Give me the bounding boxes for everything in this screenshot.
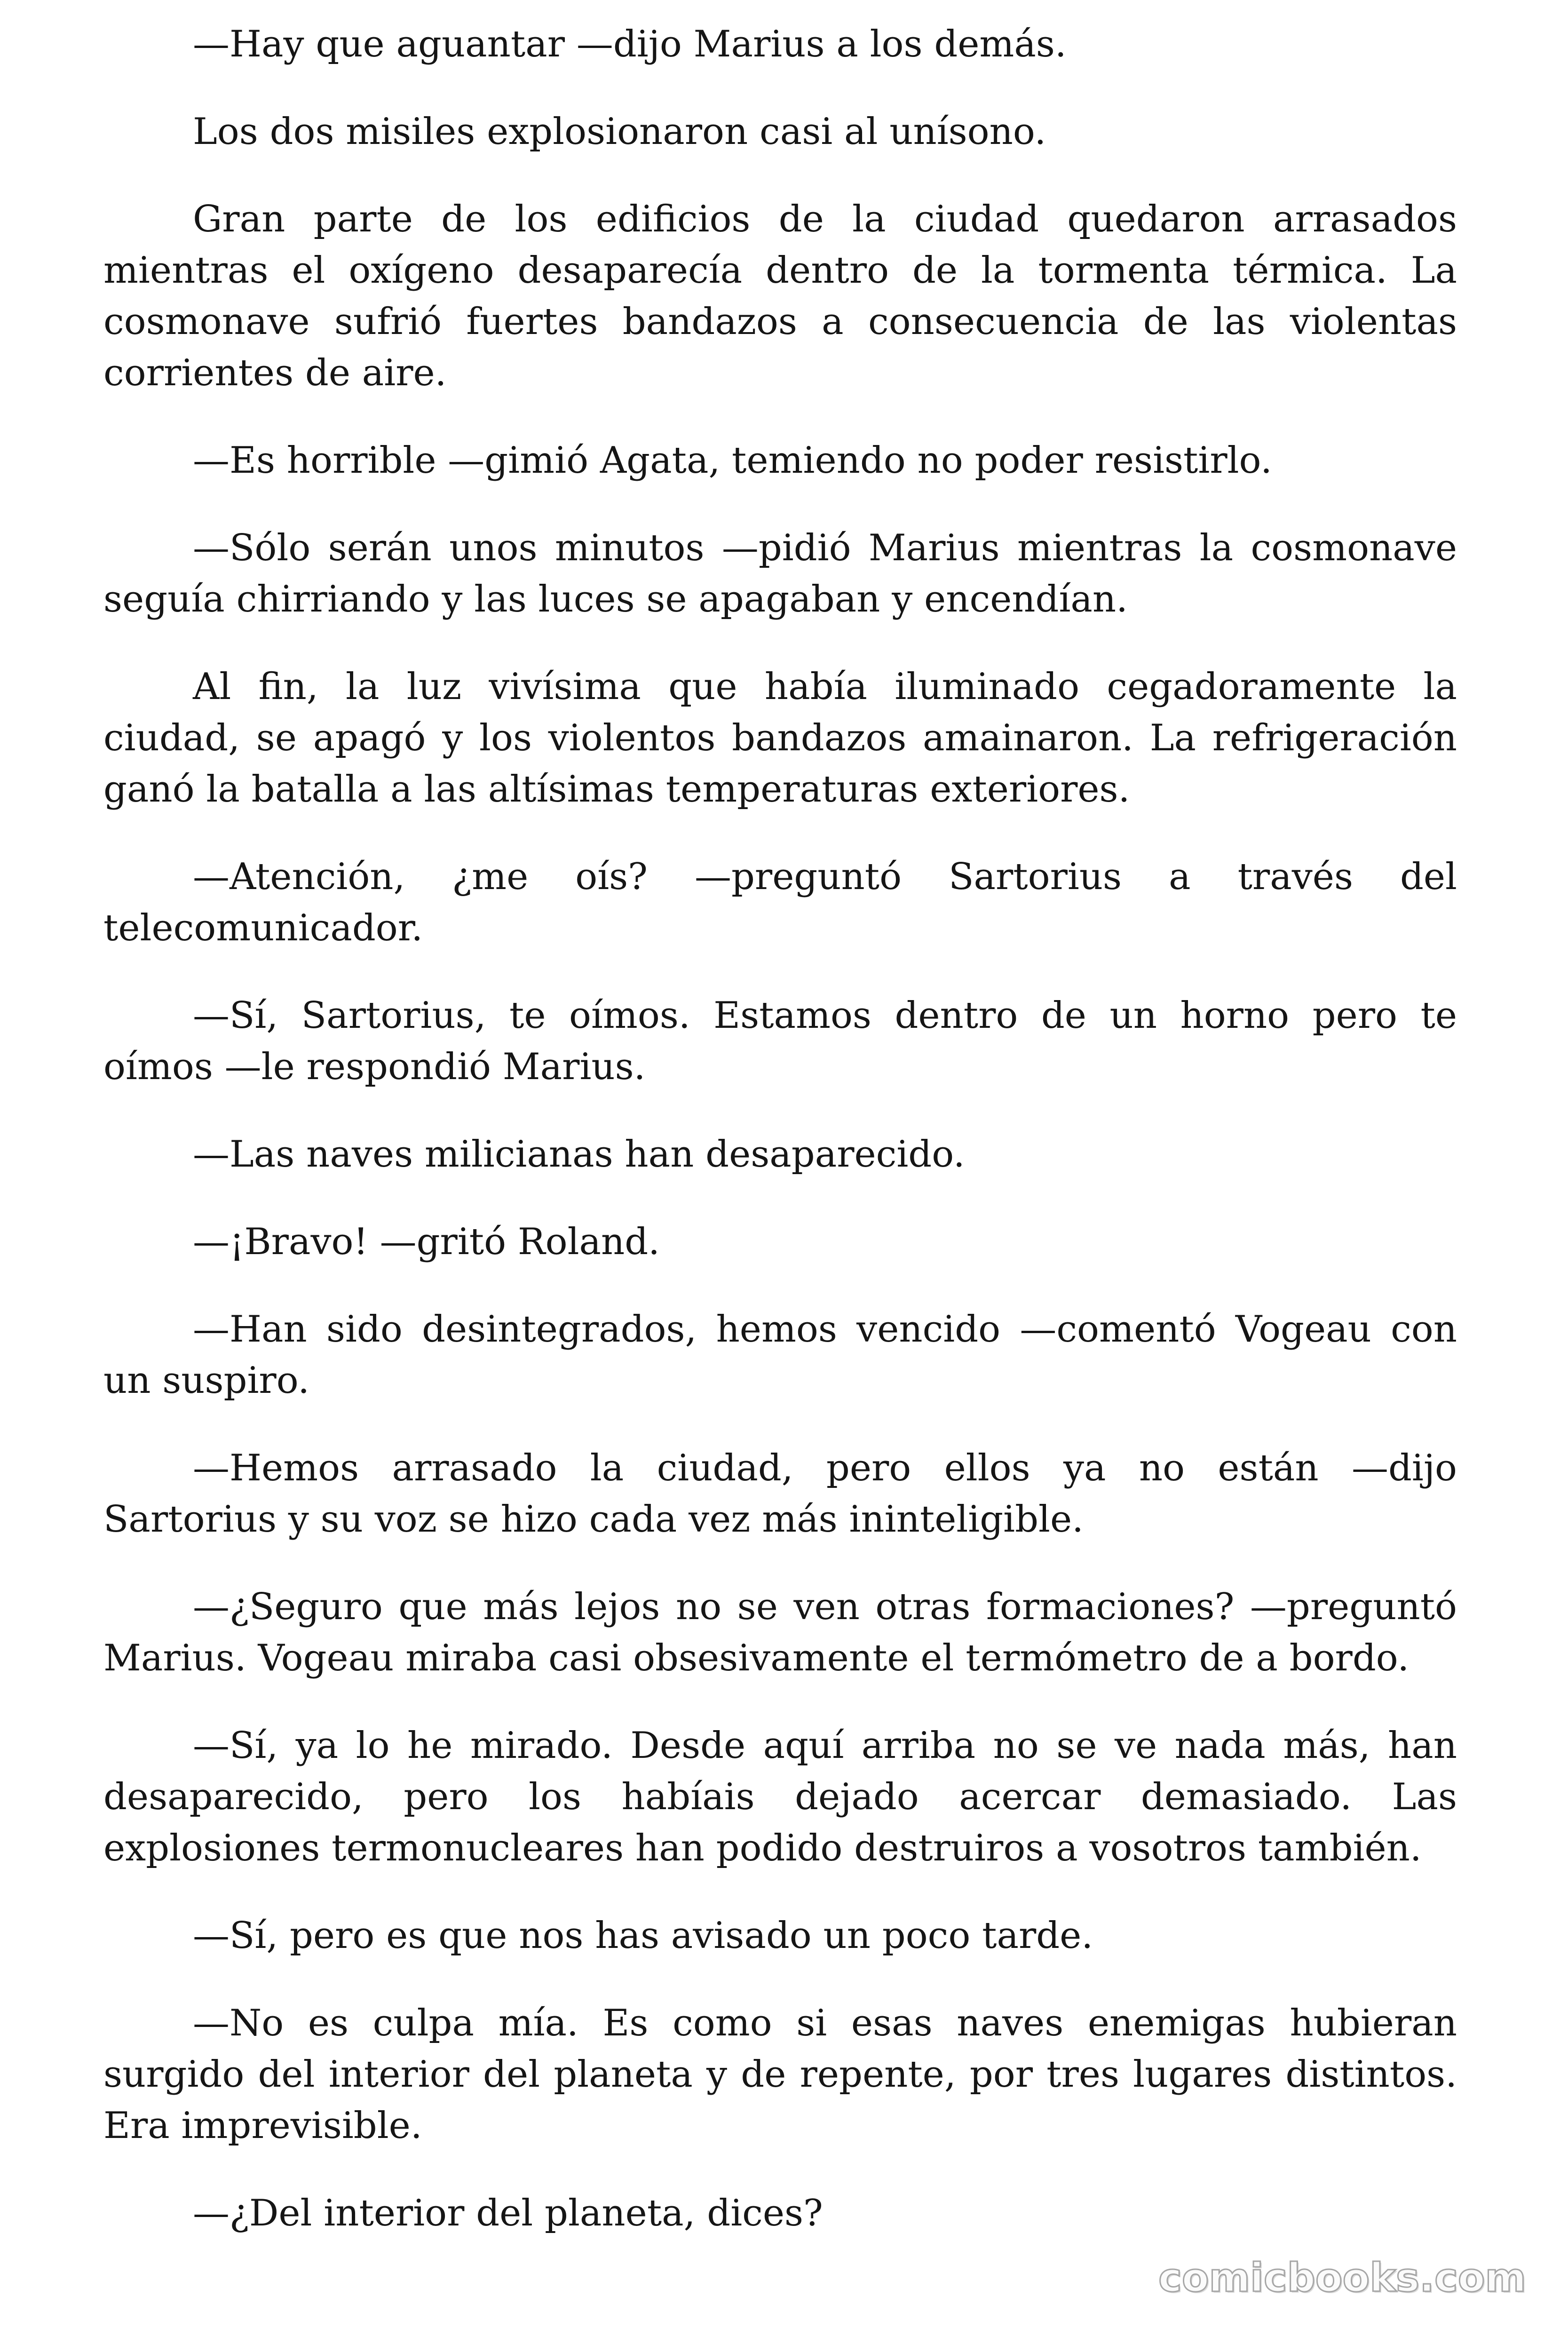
text-line: —Las naves milicianas han desaparecido. [193,1133,965,1176]
book-page-text [103,19,1457,2239]
text-line: explosiones termonucleares han podido destruiros a vosotros también. [103,1827,1422,1869]
text-line: —¿Del interior del planeta, dices? [193,2192,823,2234]
text-line: ganó la batalla a las altísimas temperaturas exteriores. [103,768,1130,810]
text-line: Gran parte de los edificios de la ciudad quedaron arrasados [193,198,1457,240]
text-line: —Sí, pero es que nos has avisado un poco tarde. [193,1915,1093,1957]
text-line: Al fin, la luz vivísima que había iluminado cegadoramente la [193,666,1457,708]
paragraph [103,435,1457,486]
text-line: —Sólo serán unos minutos —pidió Marius mientras la cosmonave [193,527,1457,569]
paragraph [103,194,1457,399]
text-line: Los dos misiles explosionaron casi al unísono. [193,111,1046,153]
text-line: —Sí, Sartorius, te oímos. Estamos dentro de un horno pero te [193,994,1457,1037]
text-line: —Es horrible —gimió Agata, temiendo no poder resistirlo. [193,439,1272,482]
paragraph [103,106,1457,158]
paragraph [103,851,1457,954]
text-line: Sartorius y su voz se hizo cada vez más ininteligible. [103,1498,1084,1541]
text-line: Marius. Vogeau miraba casi obsesivamente el termómetro de a bordo. [103,1637,1410,1679]
text-line: surgido del interior del planeta y de repente, por tres lugares distintos. [103,2053,1457,2096]
text-line: —¡Bravo! —gritó Roland. [193,1221,660,1263]
text-line: —Hemos arrasado la ciudad, pero ellos ya no están —dijo [193,1447,1457,1489]
paragraph [103,990,1457,1093]
text-line: —Hay que aguantar —dijo Marius a los demás. [193,23,1067,65]
text-line: telecomunicador. [103,907,423,949]
paragraph [103,1304,1457,1406]
paragraph [103,1216,1457,1268]
paragraph [103,1720,1457,1874]
text-line: —No es culpa mía. Es como si esas naves enemigas hubieran [193,2002,1457,2044]
text-line: mientras el oxígeno desaparecía dentro de la tormenta térmica. La [103,249,1457,292]
text-line: desaparecido, pero los habíais dejado acercar demasiado. Las [103,1776,1457,1818]
text-line: —Sí, ya lo he mirado. Desde aquí arriba no se ve nada más, han [193,1724,1457,1767]
watermark-logo: comicbooks.com [1158,2255,1526,2301]
text-line: oímos —le respondió Marius. [103,1046,646,1088]
text-line: seguía chirriando y las luces se apagaban y encendían. [103,578,1128,620]
text-line: —Han sido desintegrados, hemos vencido —comentó Vogeau con [193,1308,1457,1351]
text-line: cosmonave sufrió fuertes bandazos a consecuencia de las violentas [103,301,1457,343]
text-line: —Atención, ¿me oís? —preguntó Sartorius a través del [193,856,1457,898]
text-line: un suspiro. [103,1359,310,1402]
paragraph [103,1910,1457,1962]
paragraph [103,1998,1457,2152]
paragraph [103,523,1457,625]
paragraph [103,661,1457,815]
text-line: —¿Seguro que más lejos no se ven otras formaciones? —preguntó [193,1586,1457,1628]
text-line: Era imprevisible. [103,2105,422,2147]
paragraph [103,2188,1457,2239]
text-line: corrientes de aire. [103,352,447,394]
paragraph [103,1129,1457,1180]
paragraph [103,19,1457,70]
paragraph [103,1443,1457,1545]
paragraph [103,1581,1457,1684]
text-line: ciudad, se apagó y los violentos bandazos amainaron. La refrigeración [103,717,1457,759]
